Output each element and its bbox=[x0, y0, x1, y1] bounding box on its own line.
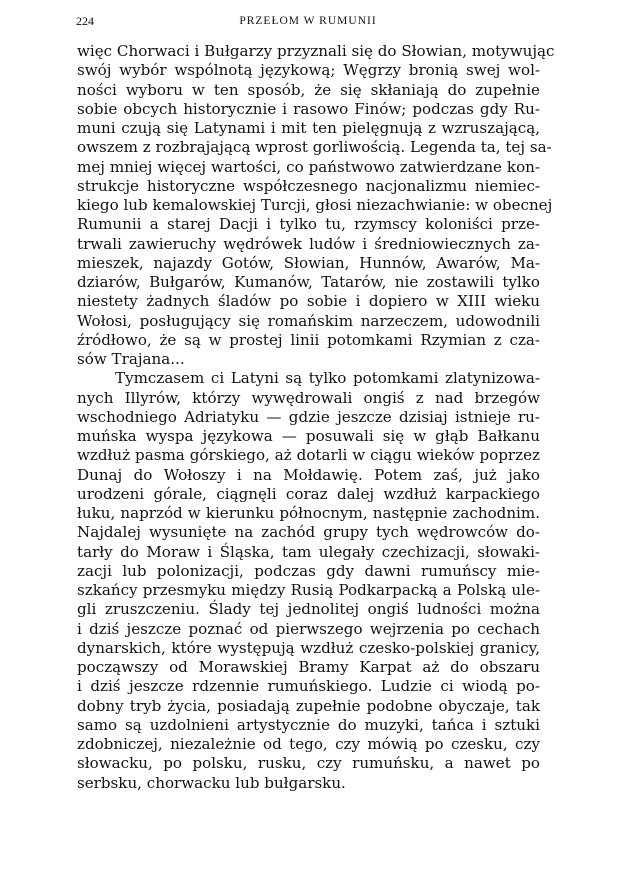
text-line: zdobniczej, niezależnie od tego, czy mówią po czesku, czy bbox=[77, 735, 540, 753]
text-line: więc Chorwaci i Bułgarzy przyznali się do Słowian, motywując bbox=[77, 42, 555, 60]
text-line: mej mniej więcej wartości, co państwowo zatwierdzane kon- bbox=[77, 157, 540, 176]
paragraph-1 bbox=[77, 42, 555, 369]
text-line: niestety żadnych śladów po sobie i dopiero w XIII wieku bbox=[77, 292, 540, 311]
text-line: począwszy od Morawskiej Bramy Karpat aż do obszaru bbox=[77, 658, 540, 676]
text-line: łuku, naprzód w kierunku północnym, następnie zachodnim. bbox=[77, 504, 540, 522]
text-line: ności wyboru w ten sposób, że się skłaniają do zupełnie bbox=[77, 80, 540, 99]
text-line: źródłowo, że są w prostej linii potomkami Rzymian z cza- bbox=[77, 330, 540, 349]
text-line: dobny tryb życia, posiadają zupełnie podobne obyczaje, tak bbox=[77, 696, 540, 715]
text-line: swój wybór wspólnotą językową; Węgrzy bronią swej wol- bbox=[77, 61, 540, 80]
text-line: dziarów, Bułgarów, Kumanów, Tatarów, nie zostawili tylko bbox=[77, 273, 540, 291]
text-line: strukcje historyczne współczesnego nacjonalizmu niemiec- bbox=[77, 176, 540, 195]
text-line: szkańcy przesmyku między Rusią Podkarpacką a Polską ule- bbox=[77, 581, 540, 599]
text-line: sobie obcych historycznie i rasowo Finów; podczas gdy Ru- bbox=[77, 99, 540, 118]
text-line: Wołosi, posługujący się romańskim narzeczem, udowodnili bbox=[77, 311, 540, 330]
text-line: mieszek, najazdy Gotów, Słowian, Hunnów, Awarów, Ma- bbox=[77, 253, 540, 272]
text-line: muńska wyspa językowa — posuwali się w głąb Bałkanu bbox=[77, 427, 540, 445]
text-line: słowacku, po polsku, rusku, czy rumuńsku, a nawet po bbox=[77, 754, 540, 773]
text-line: dynarskich, które występują wzdłuż czesko-polskiej granicy, bbox=[77, 638, 540, 657]
text-line: wschodniego Adriatyku — gdzie jeszcze dzisiaj istnieje ru- bbox=[77, 407, 540, 426]
text-line: owszem z rozbrajającą wprost gorliwością. Legenda ta, tej sa- bbox=[77, 138, 552, 157]
text-line: i dziś jeszcze rdzennie rumuńskiego. Ludzie ci wiodą po- bbox=[77, 677, 540, 696]
text-line: kiego lub kemalowskiej Turcji, głosi niezachwianie: w obecnej bbox=[77, 196, 553, 214]
text-line: tarły do Moraw i Śląska, tam ulegały czechizacji, słowaki- bbox=[77, 542, 540, 561]
page-number: 224 bbox=[76, 14, 94, 28]
text-line: wzdłuż pasma górskiego, aż dotarli w ciągu wieków poprzez bbox=[77, 446, 540, 465]
running-head: PRZEŁOM W RUMUNII bbox=[239, 15, 377, 27]
text-line: sów Trajana... bbox=[77, 350, 185, 368]
body-text bbox=[77, 42, 555, 793]
text-line: zacji lub polonizacji, podczas gdy dawni rumuńscy mie- bbox=[77, 561, 540, 580]
text-line: Tymczasem ci Latyni są tylko potomkami zlatynizowa- bbox=[115, 369, 540, 388]
paragraph-2 bbox=[77, 369, 540, 793]
text-line: trwali zawieruchy wędrówek ludów i średniowiecznych za- bbox=[77, 234, 540, 253]
text-line: i dziś jeszcze poznać od pierwszego wejrzenia po cechach bbox=[77, 619, 540, 638]
text-line: Dunaj do Wołoszy i na Mołdawię. Potem zaś, już jako bbox=[77, 465, 540, 484]
text-line: gli zruszczeniu. Ślady tej jednolitej ongiś ludności można bbox=[77, 600, 540, 619]
text-line: muni czują się Latynami i mit ten pielęgnują z wzruszającą, bbox=[77, 119, 540, 137]
text-line: Rumunii a starej Dacji i tylko tu, rzymscy koloniści prze- bbox=[77, 215, 540, 234]
text-line: Najdalej wysunięte na zachód grupy tych wędrowców do- bbox=[77, 523, 540, 542]
text-line: nych Illyrów, którzy wywędrowali ongiś z nad brzegów bbox=[77, 388, 540, 407]
text-line: serbsku, chorwacku lub bułgarsku. bbox=[77, 773, 346, 792]
page-header bbox=[76, 12, 540, 30]
text-line: samo są uzdolnieni artystycznie do muzyki, tańca i sztuki bbox=[77, 715, 540, 734]
text-line: urodzeni górale, ciągnęli coraz dalej wzdłuż karpackiego bbox=[77, 484, 540, 503]
